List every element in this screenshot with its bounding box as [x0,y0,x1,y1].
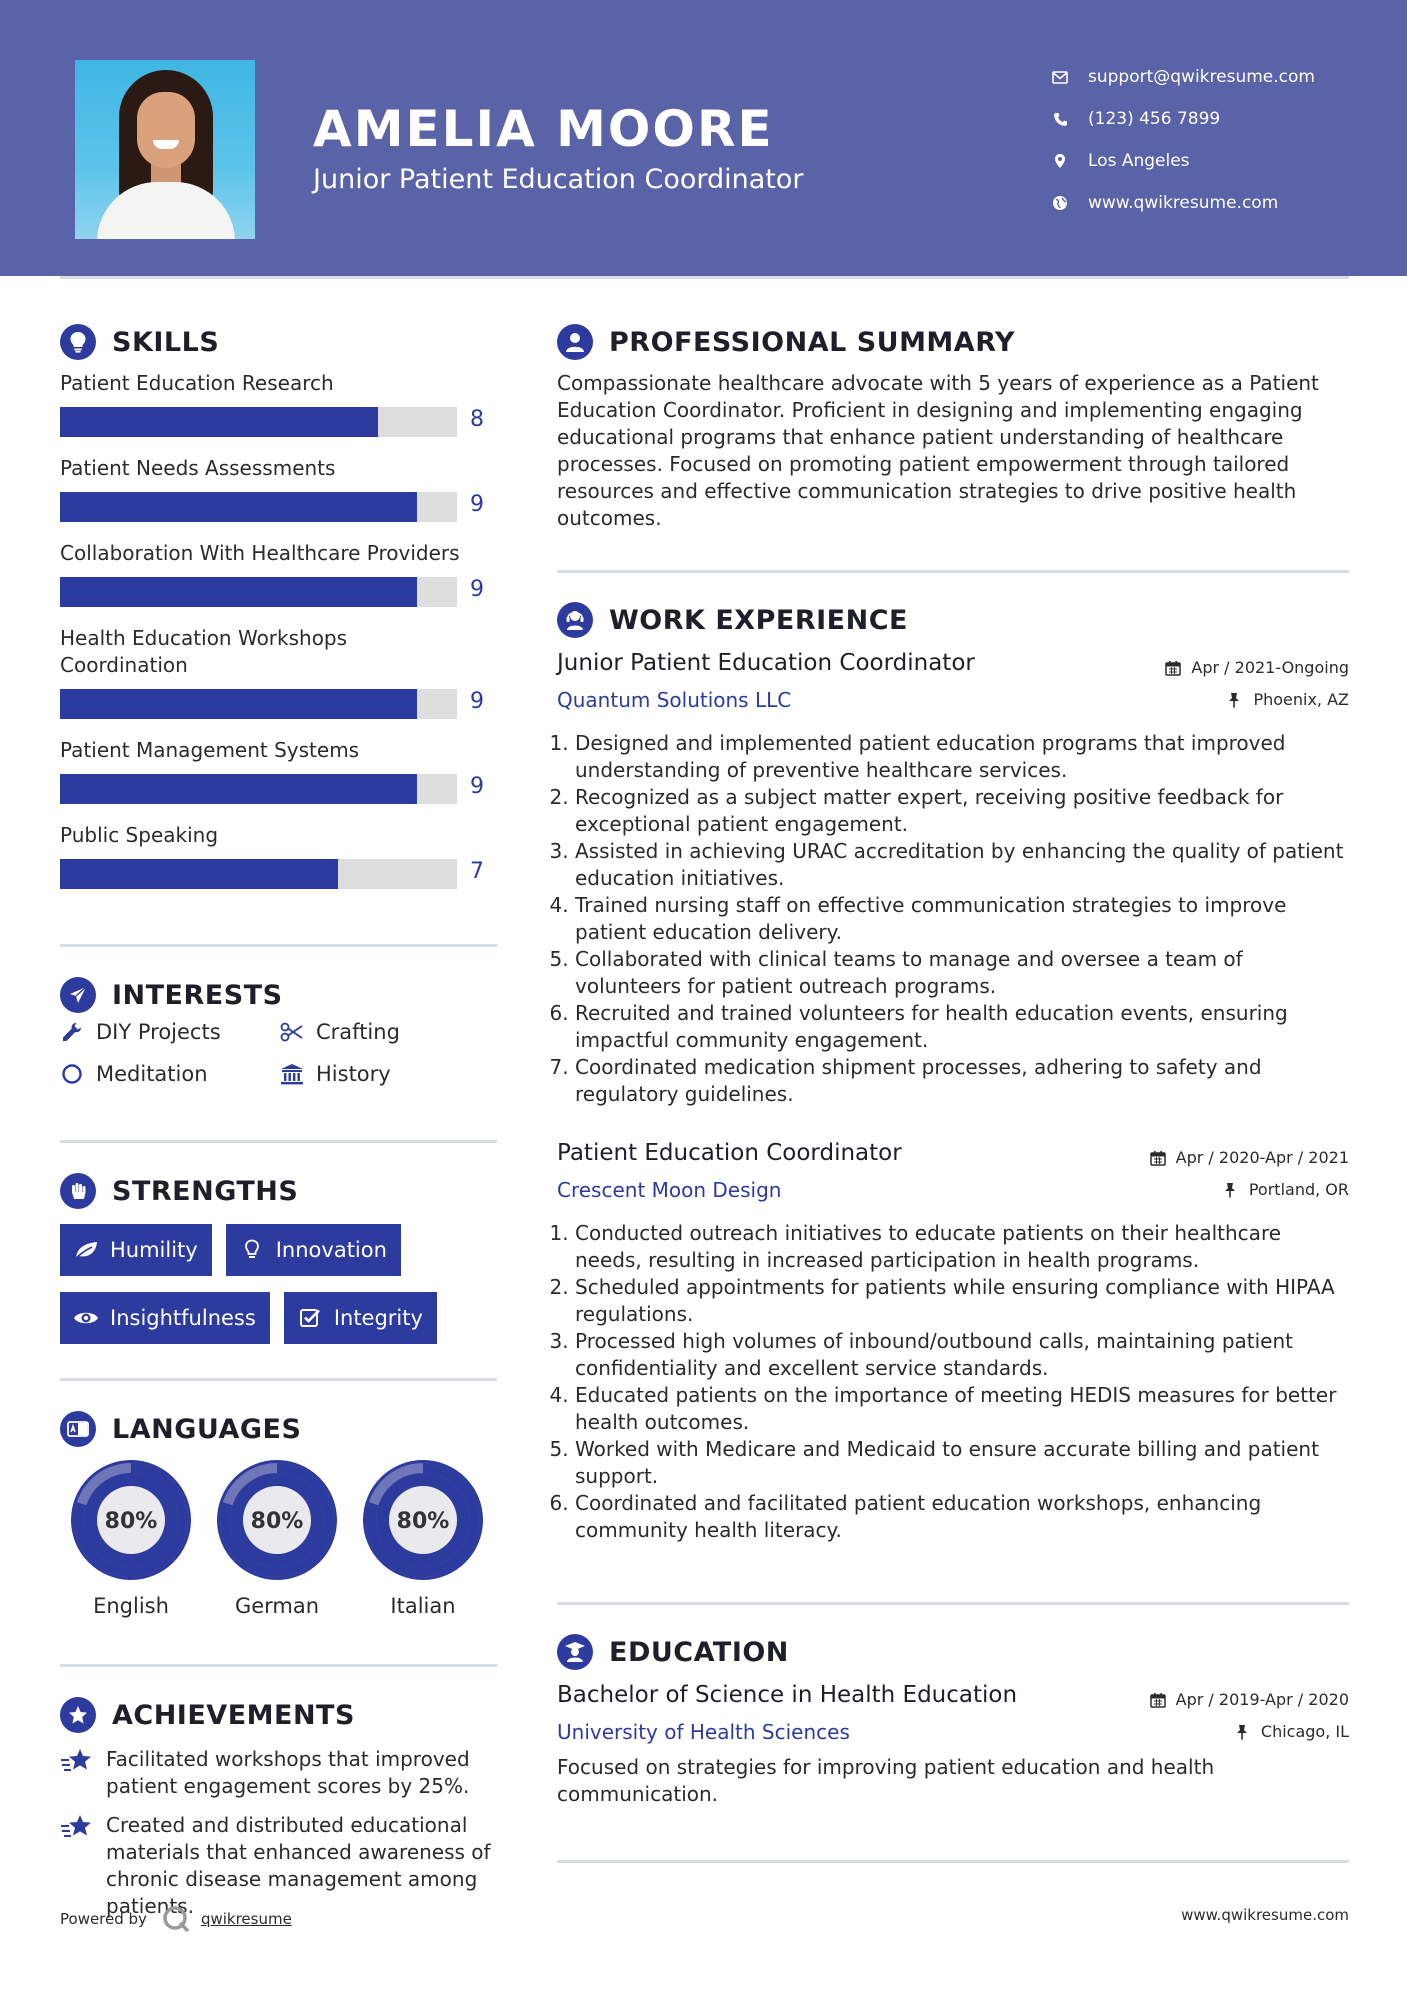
job-company: Quantum Solutions LLC [557,688,792,712]
skill-bar [60,689,457,719]
education-description: Focused on strategies for improving patient education and health communication. [557,1755,1215,1806]
job-location [1227,690,1349,709]
pushpin-icon [1223,1181,1241,1199]
language-percent: 80% [250,1509,304,1534]
education-entry [557,1682,1349,1808]
interest-label: Crafting [316,1020,400,1044]
interest-label: History [316,1062,391,1086]
strength-label: Innovation [275,1238,387,1262]
qwikresume-link[interactable]: qwikresume [200,1910,292,1928]
museum-icon [280,1062,304,1086]
lightbulb-icon [60,324,96,360]
interest-item [60,1020,280,1044]
job-title: Patient Education Coordinator [557,1140,902,1166]
language-ring [215,1458,339,1582]
skill-bar [60,492,457,522]
achievement-item [60,1746,500,1800]
duty-item: 2. Recognized as a subject matter expert, receiving positive feedback for exceptional patient engagement. [575,784,1349,838]
achievement-text: Created and distributed educational materials that enhanced awareness of chronic disease management among patients. [106,1813,491,1918]
strength-chip [60,1224,212,1276]
education-location-text: Chicago, IL [1260,1722,1349,1741]
contact-text: (123) 456 7899 [1088,109,1221,129]
language-name: German [234,1594,320,1618]
job-location-text: Phoenix, AZ [1253,690,1349,709]
duty-item: 3. Assisted in achieving URAC accreditation by enhancing the quality of patient education initiatives. [575,838,1349,892]
interests-list [60,1020,500,1086]
skill-bar-fill [60,689,417,719]
circle-icon [60,1062,84,1086]
calendar-icon [1165,659,1183,677]
skill-bar-fill [60,859,338,889]
section-divider [557,1602,1349,1605]
job-date-text: Apr / 2021-Ongoing [1191,658,1349,677]
education-title [557,1634,789,1670]
graduate-icon [557,1634,593,1670]
strength-label: Humility [110,1238,198,1262]
scissors-icon [280,1020,304,1044]
globe-icon [1050,193,1070,213]
contact-location [1050,140,1315,182]
map-pin-icon [1050,151,1070,171]
interest-label: Meditation [96,1062,208,1086]
section-divider [60,1140,497,1143]
contact-email[interactable] [1050,56,1315,98]
skill-bar-fill [60,577,417,607]
section-divider [60,1378,497,1381]
duty-item: 4. Trained nursing staff on effective communication strategies to improve patient education delivery. [575,892,1349,946]
duty-item: 6. Recruited and trained volunteers for health education events, ensuring impactful community engagement. [575,1000,1349,1054]
strength-chip [226,1224,401,1276]
calendar-icon [1150,1149,1168,1167]
contact-website[interactable] [1050,182,1315,224]
language-card-icon [60,1411,96,1447]
contact-list [1050,56,1315,224]
headset-icon [557,602,593,638]
skill-name: Patient Education Research [60,371,334,395]
section-heading: INTERESTS [112,979,283,1011]
job-company: Crescent Moon Design [557,1178,782,1202]
job-entry [557,1140,1349,1544]
skill-name: Patient Needs Assessments [60,456,336,480]
job-date [1165,658,1349,677]
duty-item: 5. Worked with Medicare and Medicaid to ensure accurate billing and patient support. [575,1436,1349,1490]
envelope-icon [1050,67,1070,87]
achievements-title [60,1697,355,1733]
education-date [1150,1690,1349,1709]
interest-item [60,1062,280,1086]
qwikresume-logo-icon [161,1904,191,1934]
languages-list [58,1458,496,1618]
star-icon [60,1697,96,1733]
interest-label: DIY Projects [96,1020,221,1044]
achievement-text: Facilitated workshops that improved patient engagement scores by 25%. [106,1747,470,1798]
pushpin-icon [1227,691,1245,709]
summary-title [557,324,1015,360]
work-title [557,602,908,638]
skill-name: Collaboration With Healthcare Providers [60,541,460,565]
language-name: English [93,1594,169,1618]
skill-name: Health Education Workshops Coordination [60,626,348,677]
contact-phone[interactable] [1050,98,1315,140]
job-date [1150,1148,1349,1167]
strength-chip [60,1292,270,1344]
language-percent: 80% [396,1509,450,1534]
language-ring [361,1458,485,1582]
job-date-text: Apr / 2020-Apr / 2021 [1175,1148,1349,1167]
section-divider [60,1664,497,1667]
job-duties [557,730,1349,1108]
job-location [1223,1180,1349,1199]
strength-chip [284,1292,437,1344]
job-title: Junior Patient Education Coordinator [557,650,975,676]
job-entry [557,650,1349,1108]
lightbulb-icon [238,1238,266,1262]
contact-text: support@qwikresume.com [1088,67,1315,87]
interest-item [280,1020,500,1044]
contact-text: Los Angeles [1088,151,1190,171]
contact-text: www.qwikresume.com [1088,193,1279,213]
section-heading: WORK EXPERIENCE [609,604,908,636]
paper-plane-icon [60,977,96,1013]
duty-item: 3. Processed high volumes of inbound/outbound calls, maintaining patient confidentiality and excellent service standards. [575,1328,1349,1382]
strength-label: Integrity [333,1306,423,1330]
user-icon [557,324,593,360]
section-heading: LANGUAGES [112,1413,302,1445]
skills-list [60,370,500,907]
section-heading: EDUCATION [609,1636,789,1668]
shooting-star-icon [60,1746,94,1776]
skill-item [60,540,500,607]
strengths-list [60,1224,500,1360]
candidate-role: Junior Patient Education Coordinator [313,164,804,195]
section-divider [557,1860,1349,1863]
phone-icon [1050,109,1070,129]
language-item [58,1458,204,1618]
skill-bar [60,407,457,437]
job-location-text: Portland, OR [1248,1180,1349,1199]
section-divider [557,570,1349,573]
strength-label: Insightfulness [110,1306,256,1330]
skill-item [60,822,500,889]
degree-title: Bachelor of Science in Health Education [557,1682,1018,1708]
powered-by-text: Powered by [60,1910,147,1928]
language-name: Italian [390,1594,456,1618]
skill-value: 8 [470,407,484,432]
profile-photo [75,60,255,239]
skill-bar [60,859,457,889]
skill-value: 9 [470,577,484,602]
duty-item: 2. Scheduled appointments for patients while ensuring compliance with HIPAA regulations. [575,1274,1349,1328]
eye-icon [72,1306,100,1330]
education-date-text: Apr / 2019-Apr / 2020 [1175,1690,1349,1709]
skill-item [60,370,500,437]
skill-value: 7 [470,859,484,884]
section-heading: STRENGTHS [112,1175,299,1207]
duty-item: 1. Designed and implemented patient education programs that improved understanding of preventive healthcare services. [575,730,1349,784]
fist-icon [60,1173,96,1209]
duty-item: 1. Conducted outreach initiatives to educate patients on their healthcare needs, resulting in increased participation in health programs. [575,1220,1349,1274]
section-heading: ACHIEVEMENTS [112,1699,355,1731]
section-heading: SKILLS [112,326,220,358]
language-ring [69,1458,193,1582]
shooting-star-icon [60,1812,94,1842]
language-item [204,1458,350,1618]
school-name: University of Health Sciences [557,1720,850,1744]
pushpin-icon [1235,1723,1253,1741]
skill-item [60,625,500,719]
skill-name: Public Speaking [60,823,219,847]
strengths-title [60,1173,298,1209]
skill-value: 9 [470,689,484,714]
skill-item [60,455,500,522]
skill-bar [60,774,457,804]
skill-bar [60,577,457,607]
wrench-icon [60,1020,84,1044]
section-heading: PROFESSIONAL SUMMARY [609,326,1016,358]
section-divider [60,944,497,947]
header-divider [60,276,1349,279]
check-square-icon [296,1306,324,1330]
language-item [350,1458,496,1618]
skills-title [60,324,219,360]
education-location [1235,1722,1349,1741]
language-percent: 80% [104,1509,158,1534]
header-banner [0,0,1407,276]
skill-bar-fill [60,492,417,522]
job-duties [557,1220,1349,1544]
duty-item: 6. Coordinated and facilitated patient education workshops, enhancing community health literacy. [575,1490,1349,1544]
interests-title [60,977,283,1013]
skill-value: 9 [470,492,484,517]
skill-name: Patient Management Systems [60,738,360,762]
duty-item: 7. Coordinated medication shipment processes, adhering to safety and regulatory guidelines. [575,1054,1349,1108]
duty-item: 4. Educated patients on the importance of meeting HEDIS measures for better health outcomes. [575,1382,1349,1436]
skill-bar-fill [60,774,417,804]
skill-item [60,737,500,804]
skill-bar-fill [60,407,378,437]
footer-website[interactable]: www.qwikresume.com [1181,1906,1349,1924]
languages-title [60,1411,301,1447]
interest-item [280,1062,500,1086]
leaf-icon [72,1238,100,1262]
summary-text: Compassionate healthcare advocate with 5 years of experience as a Patient Education Coordinator. Proficient in designing and implementing engaging educational programs that enhance patient understanding of healthcare processes. Focused on promoting patient empowerment through tailored resources and effective communication strategies to drive positive health outcomes. [557,371,1319,530]
powered-by [60,1904,292,1934]
duty-item: 5. Collaborated with clinical teams to manage and oversee a team of volunteers for patient outreach programs. [575,946,1349,1000]
candidate-name: AMELIA MOORE [313,100,774,158]
calendar-icon [1150,1691,1168,1709]
skill-value: 9 [470,774,484,799]
